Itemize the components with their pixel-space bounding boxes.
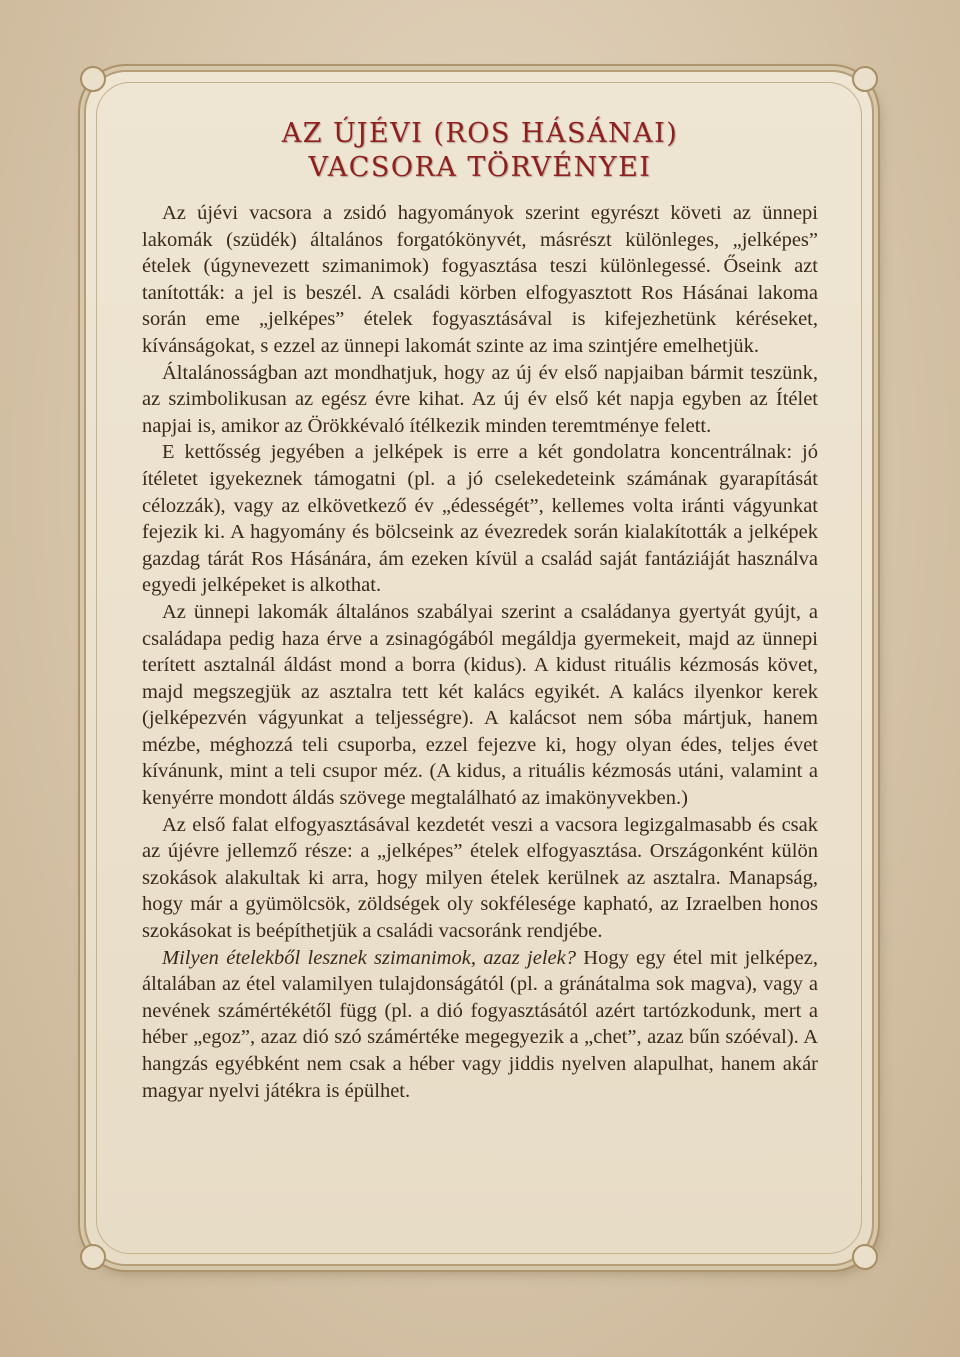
title-line-2: VACSORA TÖRVÉNYEI [308, 152, 652, 183]
corner-ornament-icon [80, 66, 106, 92]
title-line-1: AZ ÚJÉVI (ROS HÁSÁNAI) [281, 118, 679, 149]
corner-ornament-icon [852, 1244, 878, 1270]
article-body [142, 200, 818, 1104]
corner-ornament-icon [80, 1244, 106, 1270]
paragraph-5: Az első falat elfogyasztásával kezdetét veszi a vacsora legizgalmasabb és csak az újévre jellemző része: a „jelképes” ételek elfogyasztása. Országonként külön szokások alakultak ki arra, hogy milyen ételek kerülnek az asztalra. Manapság, hogy már a gyümölcsök, zöldségek oly sokfélesége kapható, az Izraelben honos szokásokat is beépíthetjük a családi vacsoránk rendjébe. [142, 813, 818, 943]
paragraph-6-italic-question: Milyen ételekből lesznek szimanimok, azaz jelek? [162, 946, 576, 969]
paragraph-2: Általánosságban azt mondhatjuk, hogy az új év első napjaiban bármit teszünk, az szimbolikusan az egész évre kihat. Az új év első két napja egyben az Ítélet napjai is, amikor az Örökkévaló ítélkezik minden teremtménye felett. [142, 361, 818, 437]
corner-ornament-icon [852, 66, 878, 92]
paragraph-6-text: Hogy egy étel mit jelképez, általában az étel valamilyen tulajdonságától (pl. a gránátalma sok magva), vagy a nevének számértékétől függ (pl. a dió fogyasztásától azért tartózkodunk, mert a héber „egoz”, azaz dió szó számértéke megegyezik a „chet”, azaz bűn szóéval). A hangzás egyébként nem csak a héber vagy jiddis nyelven alapulhat, hanem akár magyar nyelvi játékra is épülhet. [142, 946, 818, 1102]
paragraph-4: Az ünnepi lakomák általános szabályai szerint a családanya gyertyát gyújt, a családapa pedig haza érve a zsinagógából megáldja gyermekeit, majd az ünnepi terített asztalnál áldást mond a borra (kidus). A kidust rituális kézmosás követ, majd megszegjük az asztalra tett két kalács egyikét. A kalács ilyenkor kerek (jelképezvén vágyunkat a teljességre). A kalácsot nem sóba mártjuk, hanem mézbe, méghozzá teli csuporba, ezzel fejezve ki, hogy olyan édes, teljes évet kívánunk, mint a teli csupor méz. (A kidus, a rituális kézmosás utáni, valamint a kenyérre mondott áldás szövege megtalálható az imakönyvekben.) [142, 600, 818, 810]
paragraph-1: Az újévi vacsora a zsidó hagyományok szerint egyrészt követi az ünnepi lakomák (szüdék) általános forgatókönyvét, másrészt különleges, „jelképes” ételek (úgynevezett szimanimok) fogyasztása teszi különlegessé. Őseink azt tanították: a jel is beszél. A családi körben elfogyasztott Ros Hásánai lakoma során eme „jelképes” ételek fogyasztásával is kifejezhetünk kéréseket, kívánságokat, s ezzel az ünnepi lakomát szinte az ima szintjére emelhetjük. [142, 202, 818, 357]
paragraph-6 [142, 945, 818, 1105]
page-title [0, 117, 960, 185]
paragraph-3: E kettősség jegyében a jelképek is erre a két gondolatra koncentrálnak: jó ítéletet igyekeznek támogatni (pl. a jó cselekedeteink számának gyarapítását célozzák), vagy az elkövetkező év „édességét”, kellemes volta iránti vágyunkat fejezik ki. A hagyomány és bölcseink az évezredek során kialakították a jelképek gazdag tárát Ros Hásánára, ám ezeken kívül a család saját fantáziáját használva egyedi jelképeket is alkothat. [142, 441, 818, 597]
